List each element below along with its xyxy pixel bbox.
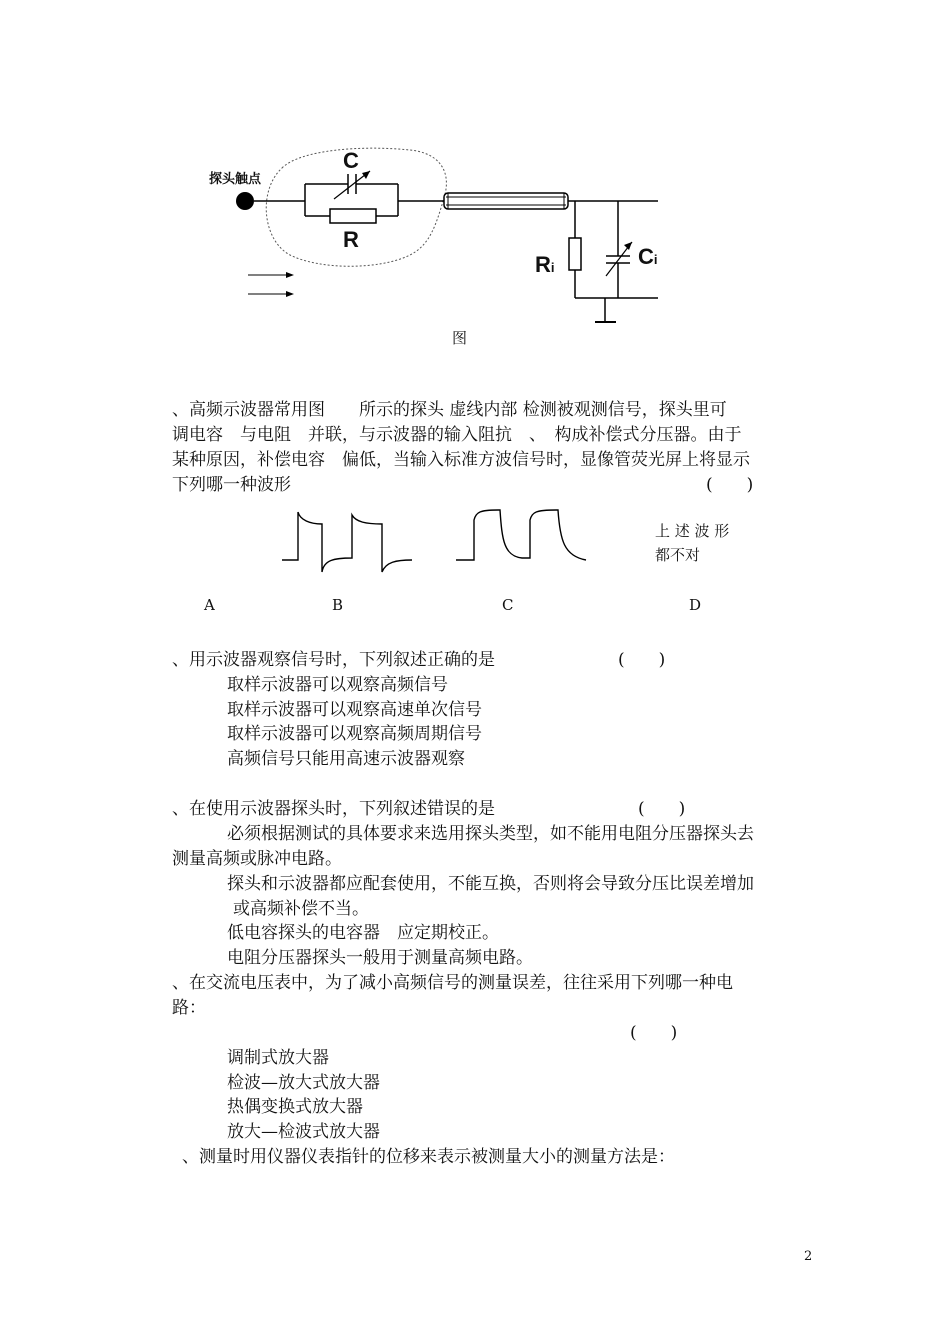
q1-stem-line: 某种原因，补偿电容 偏低，当输入标准方波信号时，显像管荧光屏上将显示 (172, 450, 750, 470)
waveform-c (456, 510, 586, 560)
q3-option: 必须根据测试的具体要求来选用探头类型，如不能用电阻分压器探头去 (227, 824, 754, 844)
q1-answer-paren: ( ) (706, 475, 754, 495)
option-label-a: A (204, 596, 215, 614)
option-label-d: D (689, 596, 702, 614)
option-label-b: B (332, 596, 344, 614)
waveform-b (282, 512, 412, 572)
q2-option: 取样示波器可以观察高速单次信号 (227, 700, 482, 720)
resistor-ri-label: Ri (535, 252, 555, 277)
option-d-text: 都不对 (655, 546, 701, 564)
figure-caption: 图 (452, 329, 468, 347)
q3-option: 电阻分压器探头一般用于测量高频电路。 (227, 948, 533, 968)
q2-answer-paren: ( ) (618, 650, 666, 670)
q3-option: 低电容探头的电容器 应定期校正。 (227, 923, 499, 943)
option-d-text: 上 述 波 形 (655, 522, 730, 540)
q4-stem: 路： (172, 998, 206, 1018)
probe-tip-label: 探头触点 (209, 171, 262, 186)
q4-option: 检波—放大式放大器 (227, 1073, 380, 1093)
q5-stem: 、测量时用仪器仪表指针的位移来表示被测量大小的测量方法是： (182, 1147, 675, 1167)
q2-stem: 、用示波器观察信号时，下列叙述正确的是 (172, 650, 495, 670)
page-number: 2 (804, 1249, 813, 1264)
q1-stem-line: 调电容 与电阻 并联，与示波器的输入阻抗 、 构成补偿式分压器。由于 (172, 425, 742, 445)
q1-stem-line: 、高频示波器常用图 所示的探头 虚线内部 检测被观测信号，探头里可 (172, 400, 727, 420)
resistor-r-label: R (343, 227, 359, 252)
q3-answer-paren: ( ) (638, 799, 686, 819)
q4-stem: 、在交流电压表中，为了减小高频信号的测量误差，往往采用下列哪一种电 (172, 973, 733, 993)
capacitor-c-label: C (343, 148, 359, 173)
q1-stem-line: 下列哪一种波形 (172, 475, 291, 495)
capacitor-ci-label: Ci (638, 244, 658, 269)
q4-option: 调制式放大器 (227, 1048, 329, 1068)
q2-option: 高频信号只能用高速示波器观察 (227, 749, 465, 769)
q4-option: 热偶变换式放大器 (227, 1097, 363, 1117)
q3-option: 测量高频或脉冲电路。 (172, 849, 342, 869)
q3-option: 探头和示波器都应配套使用，不能互换，否则将会导致分压比误差增加 (227, 874, 754, 894)
q3-stem: 、在使用示波器探头时，下列叙述错误的是 (172, 799, 495, 819)
option-label-c: C (502, 596, 514, 614)
q2-option: 取样示波器可以观察高频周期信号 (227, 724, 482, 744)
waveform-options (0, 0, 950, 620)
q3-option: 或高频补偿不当。 (233, 899, 369, 919)
q2-option: 取样示波器可以观察高频信号 (227, 675, 448, 695)
q4-option: 放大—检波式放大器 (227, 1122, 380, 1142)
q4-answer-paren: ( ) (630, 1023, 678, 1043)
